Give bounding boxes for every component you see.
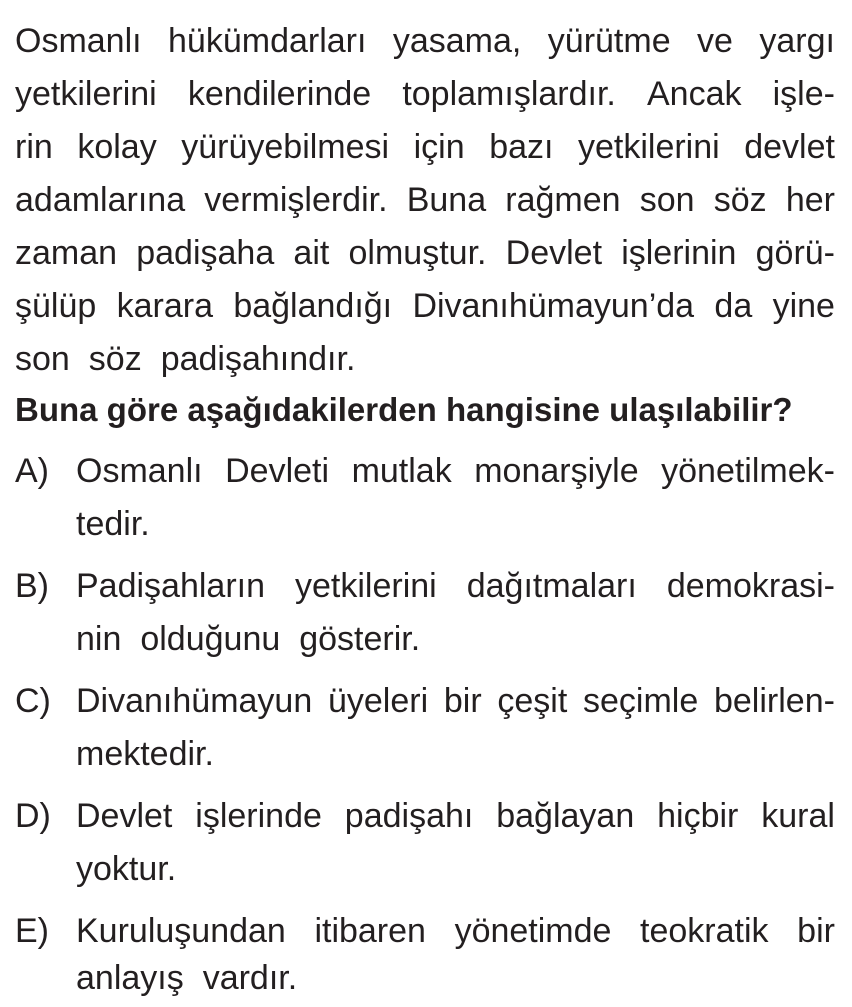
option-text-line: mektedir. xyxy=(76,735,214,773)
passage-line: adamlarına vermişlerdir. Buna rağmen son söz her xyxy=(15,181,835,219)
question-stem: Buna göre aşağıdakilerden hangisine ulaşılabilir? xyxy=(15,391,793,428)
option-letter: D) xyxy=(15,797,51,835)
passage-line: Osmanlı hükümdarları yasama, yürütme ve yargı xyxy=(15,22,835,60)
option-letter: C) xyxy=(15,682,51,720)
option-text-line: yoktur. xyxy=(76,850,177,888)
option-text-line: Divanıhümayun üyeleri bir çeşit seçimle belirlen- xyxy=(76,682,835,720)
passage-line: son söz padişahındır. xyxy=(15,340,356,378)
passage-line: şülüp karara bağlandığı Divanıhümayun’da da yine xyxy=(15,287,835,325)
passage-line: yetkilerini kendilerinde toplamışlardır. Ancak işle- xyxy=(15,75,835,113)
option-text-line: Osmanlı Devleti mutlak monarşiyle yönetilmek- xyxy=(76,452,835,490)
option-text-line: nin olduğunu gösterir. xyxy=(76,620,421,658)
option-text-line: Devlet işlerinde padişahı bağlayan hiçbir kural xyxy=(76,797,835,835)
option-letter: E) xyxy=(15,912,49,950)
passage-line: rin kolay yürüyebilmesi için bazı yetkilerini devlet xyxy=(15,128,835,166)
option-text-line: Kuruluşundan itibaren yönetimde teokratik bir xyxy=(76,912,835,950)
option-letter: A) xyxy=(15,452,49,490)
option-text-line: anlayış vardır. xyxy=(76,959,298,997)
option-letter: B) xyxy=(15,567,49,605)
option-text-line: tedir. xyxy=(76,505,150,543)
passage-line: zaman padişaha ait olmuştur. Devlet işlerinin görü- xyxy=(15,234,835,272)
option-text-line: Padişahların yetkilerini dağıtmaları demokrasi- xyxy=(76,567,835,605)
